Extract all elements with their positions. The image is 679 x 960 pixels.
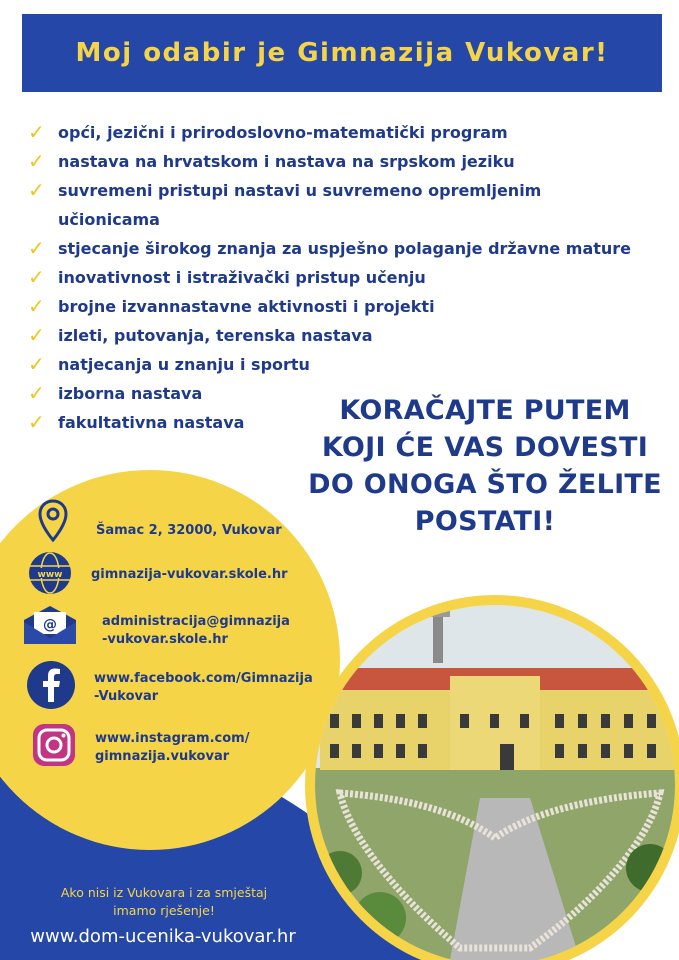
feature-text: izleti, putovanja, terenska nastava xyxy=(58,326,373,345)
globe-www-icon xyxy=(27,550,73,596)
feature-text: opći, jezični i prirodoslovno-matematički program xyxy=(58,123,508,142)
feature-list xyxy=(24,118,664,437)
email-icon-label: @ xyxy=(43,617,57,633)
checkmark-icon: ✓ xyxy=(28,294,45,318)
feature-text: natjecanja u znanju i sportu xyxy=(58,355,310,374)
slogan xyxy=(300,392,670,540)
checkmark-icon: ✓ xyxy=(28,178,45,202)
slogan-line: KOJI ĆE VAS DOVESTI xyxy=(321,432,649,463)
instagram-icon[interactable] xyxy=(31,722,77,768)
slogan-line: POSTATI! xyxy=(414,506,556,537)
feature-text: inovativnost i istraživački pristup učenju xyxy=(58,268,426,287)
location-pin-icon xyxy=(38,499,68,543)
instagram-line: www.instagram.com/ xyxy=(95,731,250,746)
checkmark-icon: ✓ xyxy=(28,323,45,347)
accommodation-note xyxy=(14,884,314,920)
school-photo xyxy=(300,598,679,960)
feature-text-continuation: učionicama xyxy=(58,210,160,229)
email-link[interactable] xyxy=(102,613,290,649)
title-banner xyxy=(22,14,662,92)
feature-text: izborna nastava xyxy=(58,384,203,403)
checkmark-icon: ✓ xyxy=(28,352,45,376)
feature-text: brojne izvannastavne aktivnosti i projekti xyxy=(58,297,435,316)
feature-text: fakultativna nastava xyxy=(58,413,245,432)
email-line: -vukovar.skole.hr xyxy=(102,632,228,647)
email-envelope-icon xyxy=(22,604,78,646)
feature-text: stjecanje širokog znanja za uspješno polaganje državne mature xyxy=(58,239,632,258)
feature-item xyxy=(24,350,664,379)
checkmark-icon: ✓ xyxy=(28,120,45,144)
feature-item xyxy=(24,176,664,234)
feature-text: nastava na hrvatskom i nastava na srpskom jeziku xyxy=(58,152,515,171)
slogan-line: KORAČAJTE PUTEM xyxy=(339,395,631,426)
www-icon-label: www xyxy=(37,570,63,580)
facebook-line: -Vukovar xyxy=(94,689,159,704)
note-line: Ako nisi iz Vukovara i za smještaj xyxy=(60,885,268,900)
feature-item xyxy=(24,147,664,176)
feature-item xyxy=(24,321,664,350)
instagram-link[interactable] xyxy=(95,730,249,766)
feature-item xyxy=(24,263,664,292)
email-line: administracija@gimnazija xyxy=(102,614,290,629)
dormitory-website-link[interactable]: www.dom-ucenika-vukovar.hr xyxy=(30,926,296,947)
feature-item xyxy=(24,118,664,147)
page-title: Moj odabir je Gimnazija Vukovar! xyxy=(75,38,609,68)
feature-item xyxy=(24,292,664,321)
checkmark-icon: ✓ xyxy=(28,265,45,289)
facebook-link[interactable] xyxy=(94,670,313,706)
checkmark-icon: ✓ xyxy=(28,381,45,405)
facebook-line: www.facebook.com/Gimnazija xyxy=(94,671,313,686)
facebook-icon[interactable] xyxy=(26,660,76,710)
instagram-line: gimnazija.vukovar xyxy=(95,749,230,764)
address-text: Šamac 2, 32000, Vukovar xyxy=(96,523,282,538)
slogan-line: DO ONOGA ŠTO ŽELITE xyxy=(308,469,662,500)
note-line: imamo rješenje! xyxy=(113,903,215,918)
checkmark-icon: ✓ xyxy=(28,236,45,260)
checkmark-icon: ✓ xyxy=(28,149,45,173)
feature-item xyxy=(24,234,664,263)
feature-text: suvremeni pristupi nastavi u suvremeno opremljenim xyxy=(58,181,542,200)
website-link[interactable]: gimnazija-vukovar.skole.hr xyxy=(91,567,288,582)
checkmark-icon: ✓ xyxy=(28,410,45,434)
